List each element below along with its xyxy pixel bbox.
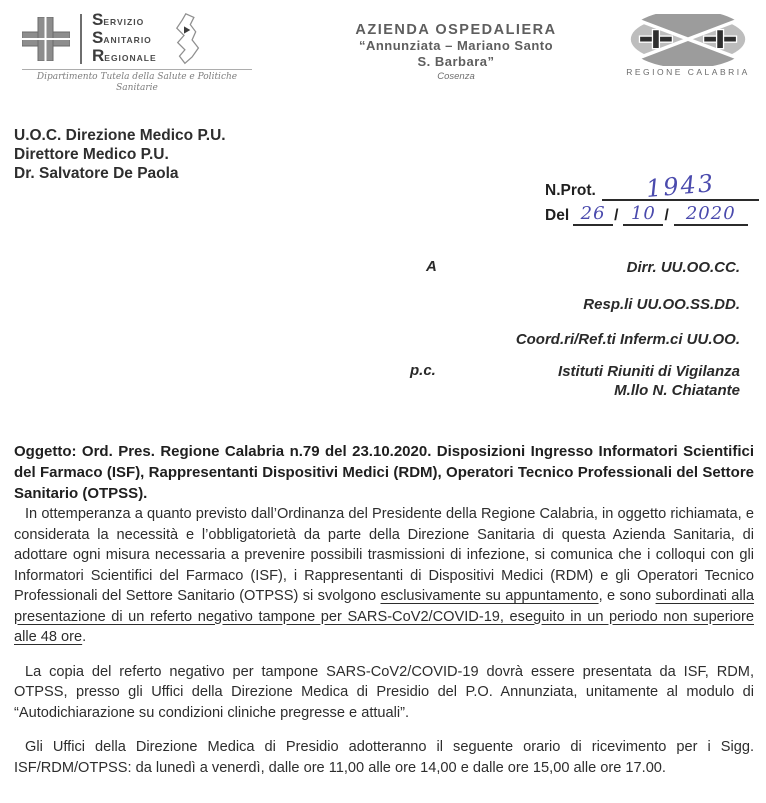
date-separator: /	[664, 207, 669, 224]
ssr-rest: EGIONALE	[104, 53, 157, 63]
hospital-name-block	[322, 22, 590, 82]
ssr-cap: S	[92, 28, 104, 47]
date-separator: /	[614, 207, 619, 224]
sender-office: U.O.C. Direzione Medico P.U.	[14, 127, 226, 144]
protocol-number-line	[602, 169, 759, 203]
hospital-name-line2: “Annunziata – Mariano Santo	[358, 38, 554, 53]
recipient-a-label: A	[426, 258, 437, 275]
calabria-outline-icon	[165, 12, 203, 66]
protocol-date-month-line	[623, 203, 663, 226]
letter-body	[14, 504, 754, 778]
protocol-date-year-line	[674, 203, 748, 226]
sender-name: Dr. Salvatore De Paola	[14, 165, 179, 182]
regione-calabria-emblem-icon	[626, 14, 750, 66]
ssr-rest: ERVIZIO	[103, 17, 145, 27]
recipient-line: Coord.ri/Ref.ti Inferm.ci UU.OO.	[515, 331, 740, 348]
underlined-text: esclusivamente su appuntamento	[380, 588, 599, 604]
sender-block	[14, 126, 226, 183]
recipients-block	[380, 258, 740, 400]
regione-calabria-caption: REGIONE CALABRIA	[626, 67, 750, 77]
recipient-line: Resp.li UU.OO.SS.DD.	[583, 296, 740, 313]
body-text: , e sono	[598, 588, 656, 604]
protocol-date-year-handwritten: 2020	[685, 203, 736, 224]
ssr-cap: R	[92, 46, 105, 65]
hospital-name-line3: S. Barbara”	[417, 54, 495, 69]
ssr-rest: ANITARIO	[103, 35, 152, 45]
protocol-number-label: N.Prot.	[545, 182, 596, 199]
body-paragraph-1	[14, 504, 754, 648]
protocol-block	[545, 169, 759, 226]
body-text: .	[82, 629, 87, 645]
body-paragraph-3: Gli Uffici della Direzione Medica di Presidio adotteranno il seguente orario di ricevimento per i Sigg. ISF/RDM/OTPSS: da lunedì a venerdì, dalle ore 11,00 alle ore 14,00 e dalle ore 15,00 alle ore 17.00.	[14, 739, 754, 776]
hospital-city: Cosenza	[437, 71, 475, 82]
protocol-date-day-line	[573, 203, 613, 226]
ssr-logo	[22, 12, 264, 93]
protocol-number-handwritten: 1943	[644, 169, 717, 203]
protocol-date-day-handwritten: 26	[580, 203, 606, 224]
protocol-number-row	[545, 169, 759, 203]
recipient-line: Istituti Riuniti di Vigilanza	[558, 363, 740, 380]
body-text: In ottemperanza a quanto previsto dall’Ordinanza del Presidente della Regione Calabria, in oggetto richiamata, e considerata la necessità e l’obbligatorietà da parte della Direzione Sanitaria di questa Azienda Sanitaria, di adottare ogni misura necessaria a prevenire possibili trasmissioni di infezione, si comunica che i colloqui con gli Informatori Scientifici del Farmaco (ISF), i Rappresentanti di Dispositivi Medici (RDM) e gli Operatori Tecnico Professionali del Settore Sanitario (OTPSS) si svolgono	[14, 506, 754, 604]
hospital-name-line1: AZIENDA OSPEDALIERA	[355, 22, 557, 38]
logo-divider	[80, 14, 82, 64]
recipient-pc-label: p.c.	[410, 362, 436, 379]
recipient-pc-lines	[436, 362, 740, 400]
medical-cross-icon	[22, 17, 70, 61]
body-paragraph-2: La copia del referto negativo per tampone SARS-CoV2/COVID-19 dovrà essere presentata da ISF, RDM, OTPSS, presso gli Uffici della Direzione Medica di Presidio del P.O. Annunziata, unitamente al modulo di “Autodichiarazione su condizioni cliniche pregresse e attuali”.	[14, 663, 754, 721]
ssr-subtitle: Dipartimento Tutela della Salute e Politiche Sanitarie	[22, 69, 252, 93]
ssr-cap: S	[92, 10, 104, 29]
recipient-row-pc	[380, 362, 740, 400]
underlined-text: subordinati alla presentazione di un referto negativo tampone per SARS-CoV2/COVID-19, eseguito in un periodo non superiore alle 48 ore	[14, 588, 755, 645]
ssr-wordmark	[92, 12, 157, 66]
protocol-date-row	[545, 203, 759, 226]
protocol-date-month-handwritten: 10	[630, 203, 656, 224]
recipient-row-a	[380, 258, 740, 277]
sender-role: Direttore Medico P.U.	[14, 146, 169, 163]
protocol-date-label: Del	[545, 207, 570, 224]
recipient-line: Dirr. UU.OO.CC.	[626, 259, 740, 276]
regione-calabria-logo	[618, 14, 758, 77]
subject-paragraph: Oggetto: Ord. Pres. Regione Calabria n.79 del 23.10.2020. Disposizioni Ingresso Informatori Scientifici del Farmaco (ISF), Rappresentanti Dispositivi Medici (RDM), Operatori Tecnico Professionali del Settore Sanitario (OTPSS).	[14, 443, 754, 502]
recipient-line: M.llo N. Chiatante	[614, 382, 740, 399]
